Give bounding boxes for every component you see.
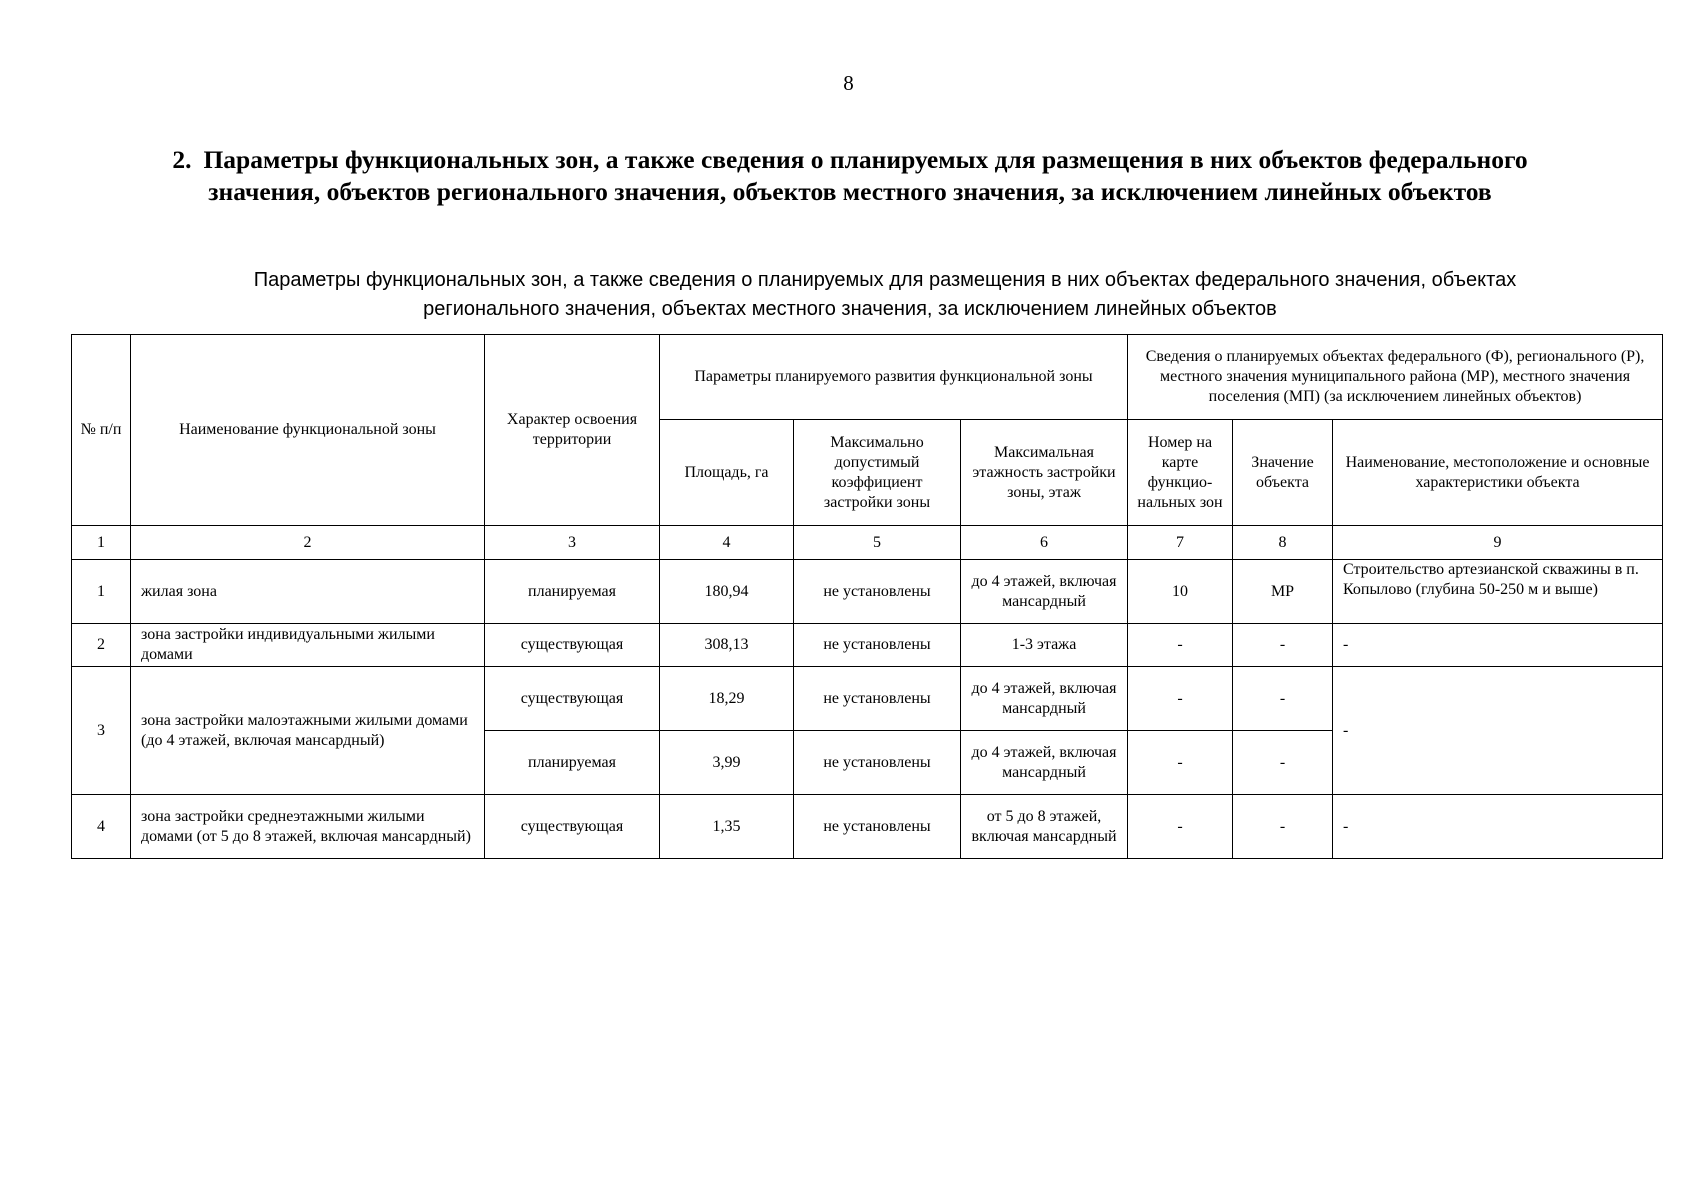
row-map-no: 10 [1128, 560, 1233, 624]
header-objects-group: Сведения о планируемых объектах федерального (Ф), регионального (Р), местного значения муниципального района (МР), местного значения поселения (МП) (за исключением линейных объектов) [1128, 335, 1663, 420]
row-development: существующая [485, 624, 660, 667]
row-area: 180,94 [660, 560, 794, 624]
row-value: - [1233, 667, 1333, 731]
row-coef: не установлены [794, 731, 961, 795]
column-number: 8 [1233, 526, 1333, 560]
row-map-no: - [1128, 795, 1233, 859]
header-max-floors: Максимальная этажность застройки зоны, этаж [961, 420, 1128, 526]
column-number: 4 [660, 526, 794, 560]
table-row [72, 624, 1663, 667]
row-description: - [1333, 795, 1663, 859]
header-params-group: Параметры планируемого развития функциональной зоны [660, 335, 1128, 420]
header-row-1 [72, 335, 1663, 420]
row-map-no: - [1128, 667, 1233, 731]
section-title: Параметры функциональных зон, а также сведения о планируемых для размещения в них объектов федерального значения, объектов регионального значения, объектов местного значения, за исключением линейных объектов [203, 145, 1528, 206]
row-num: 4 [72, 795, 131, 859]
column-number: 5 [794, 526, 961, 560]
table-caption [150, 266, 1550, 324]
row-description: - [1333, 667, 1663, 795]
table-row [72, 667, 1663, 731]
column-number: 2 [131, 526, 485, 560]
header-map-no: Номер на карте функцио- нальных зон [1128, 420, 1233, 526]
row-coef: не установлены [794, 560, 961, 624]
column-number: 9 [1333, 526, 1663, 560]
page-number: 8 [843, 71, 854, 95]
row-area: 1,35 [660, 795, 794, 859]
row-area: 308,13 [660, 624, 794, 667]
row-development: планируемая [485, 731, 660, 795]
header-development: Характер освоения территории [485, 335, 660, 526]
row-floors: до 4 этажей, включая мансардный [961, 667, 1128, 731]
row-floors: от 5 до 8 этажей, включая мансардный [961, 795, 1128, 859]
row-floors: до 4 этажей, включая мансардный [961, 560, 1128, 624]
row-map-no: - [1128, 731, 1233, 795]
row-zone-name: зона застройки малоэтажными жилыми домами (до 4 этажей, включая мансардный) [131, 667, 485, 795]
row-floors: до 4 этажей, включая мансардный [961, 731, 1128, 795]
row-floors: 1-3 этажа [961, 624, 1128, 667]
row-coef: не установлены [794, 667, 961, 731]
row-value: - [1233, 624, 1333, 667]
row-area: 18,29 [660, 667, 794, 731]
row-num: 1 [72, 560, 131, 624]
row-value: МР [1233, 560, 1333, 624]
row-coef: не установлены [794, 795, 961, 859]
table-row [72, 560, 1663, 624]
header-max-coef: Максимально допустимый коэффициент застройки зоны [794, 420, 961, 526]
column-number: 1 [72, 526, 131, 560]
column-number: 6 [961, 526, 1128, 560]
row-development: планируемая [485, 560, 660, 624]
header-num: № п/п [72, 335, 131, 526]
header-area: Площадь, га [660, 420, 794, 526]
row-zone-name: зона застройки среднеэтажными жилыми домами (от 5 до 8 этажей, включая мансардный) [131, 795, 485, 859]
row-value: - [1233, 731, 1333, 795]
row-area: 3,99 [660, 731, 794, 795]
row-description: Строительство артезианской скважины в п. Копылово (глубина 50-250 м и выше) [1333, 560, 1663, 624]
row-zone-name: жилая зона [131, 560, 485, 624]
section-number: 2. [172, 145, 192, 174]
row-development: существующая [485, 667, 660, 731]
header-obj-desc: Наименование, местоположение и основные характеристики объекта [1333, 420, 1663, 526]
section-heading [150, 144, 1550, 208]
header-obj-value: Значение объекта [1233, 420, 1333, 526]
column-number: 3 [485, 526, 660, 560]
row-num: 2 [72, 624, 131, 667]
table-row [72, 795, 1663, 859]
row-map-no: - [1128, 624, 1233, 667]
row-zone-name: зона застройки индивидуальными жилыми домами [131, 624, 485, 667]
row-description: - [1333, 624, 1663, 667]
column-numbers-row [72, 526, 1663, 560]
header-zone-name: Наименование функциональной зоны [131, 335, 485, 526]
row-num: 3 [72, 667, 131, 795]
row-coef: не установлены [794, 624, 961, 667]
column-number: 7 [1128, 526, 1233, 560]
functional-zones-table [71, 334, 1663, 859]
row-value: - [1233, 795, 1333, 859]
row-development: существующая [485, 795, 660, 859]
table-caption-text: Параметры функциональных зон, а также сведения о планируемых для размещения в них объектах федерального значения, объектах регионального значения, объектах местного значения, за исключением линейных объектов [253, 269, 1517, 320]
